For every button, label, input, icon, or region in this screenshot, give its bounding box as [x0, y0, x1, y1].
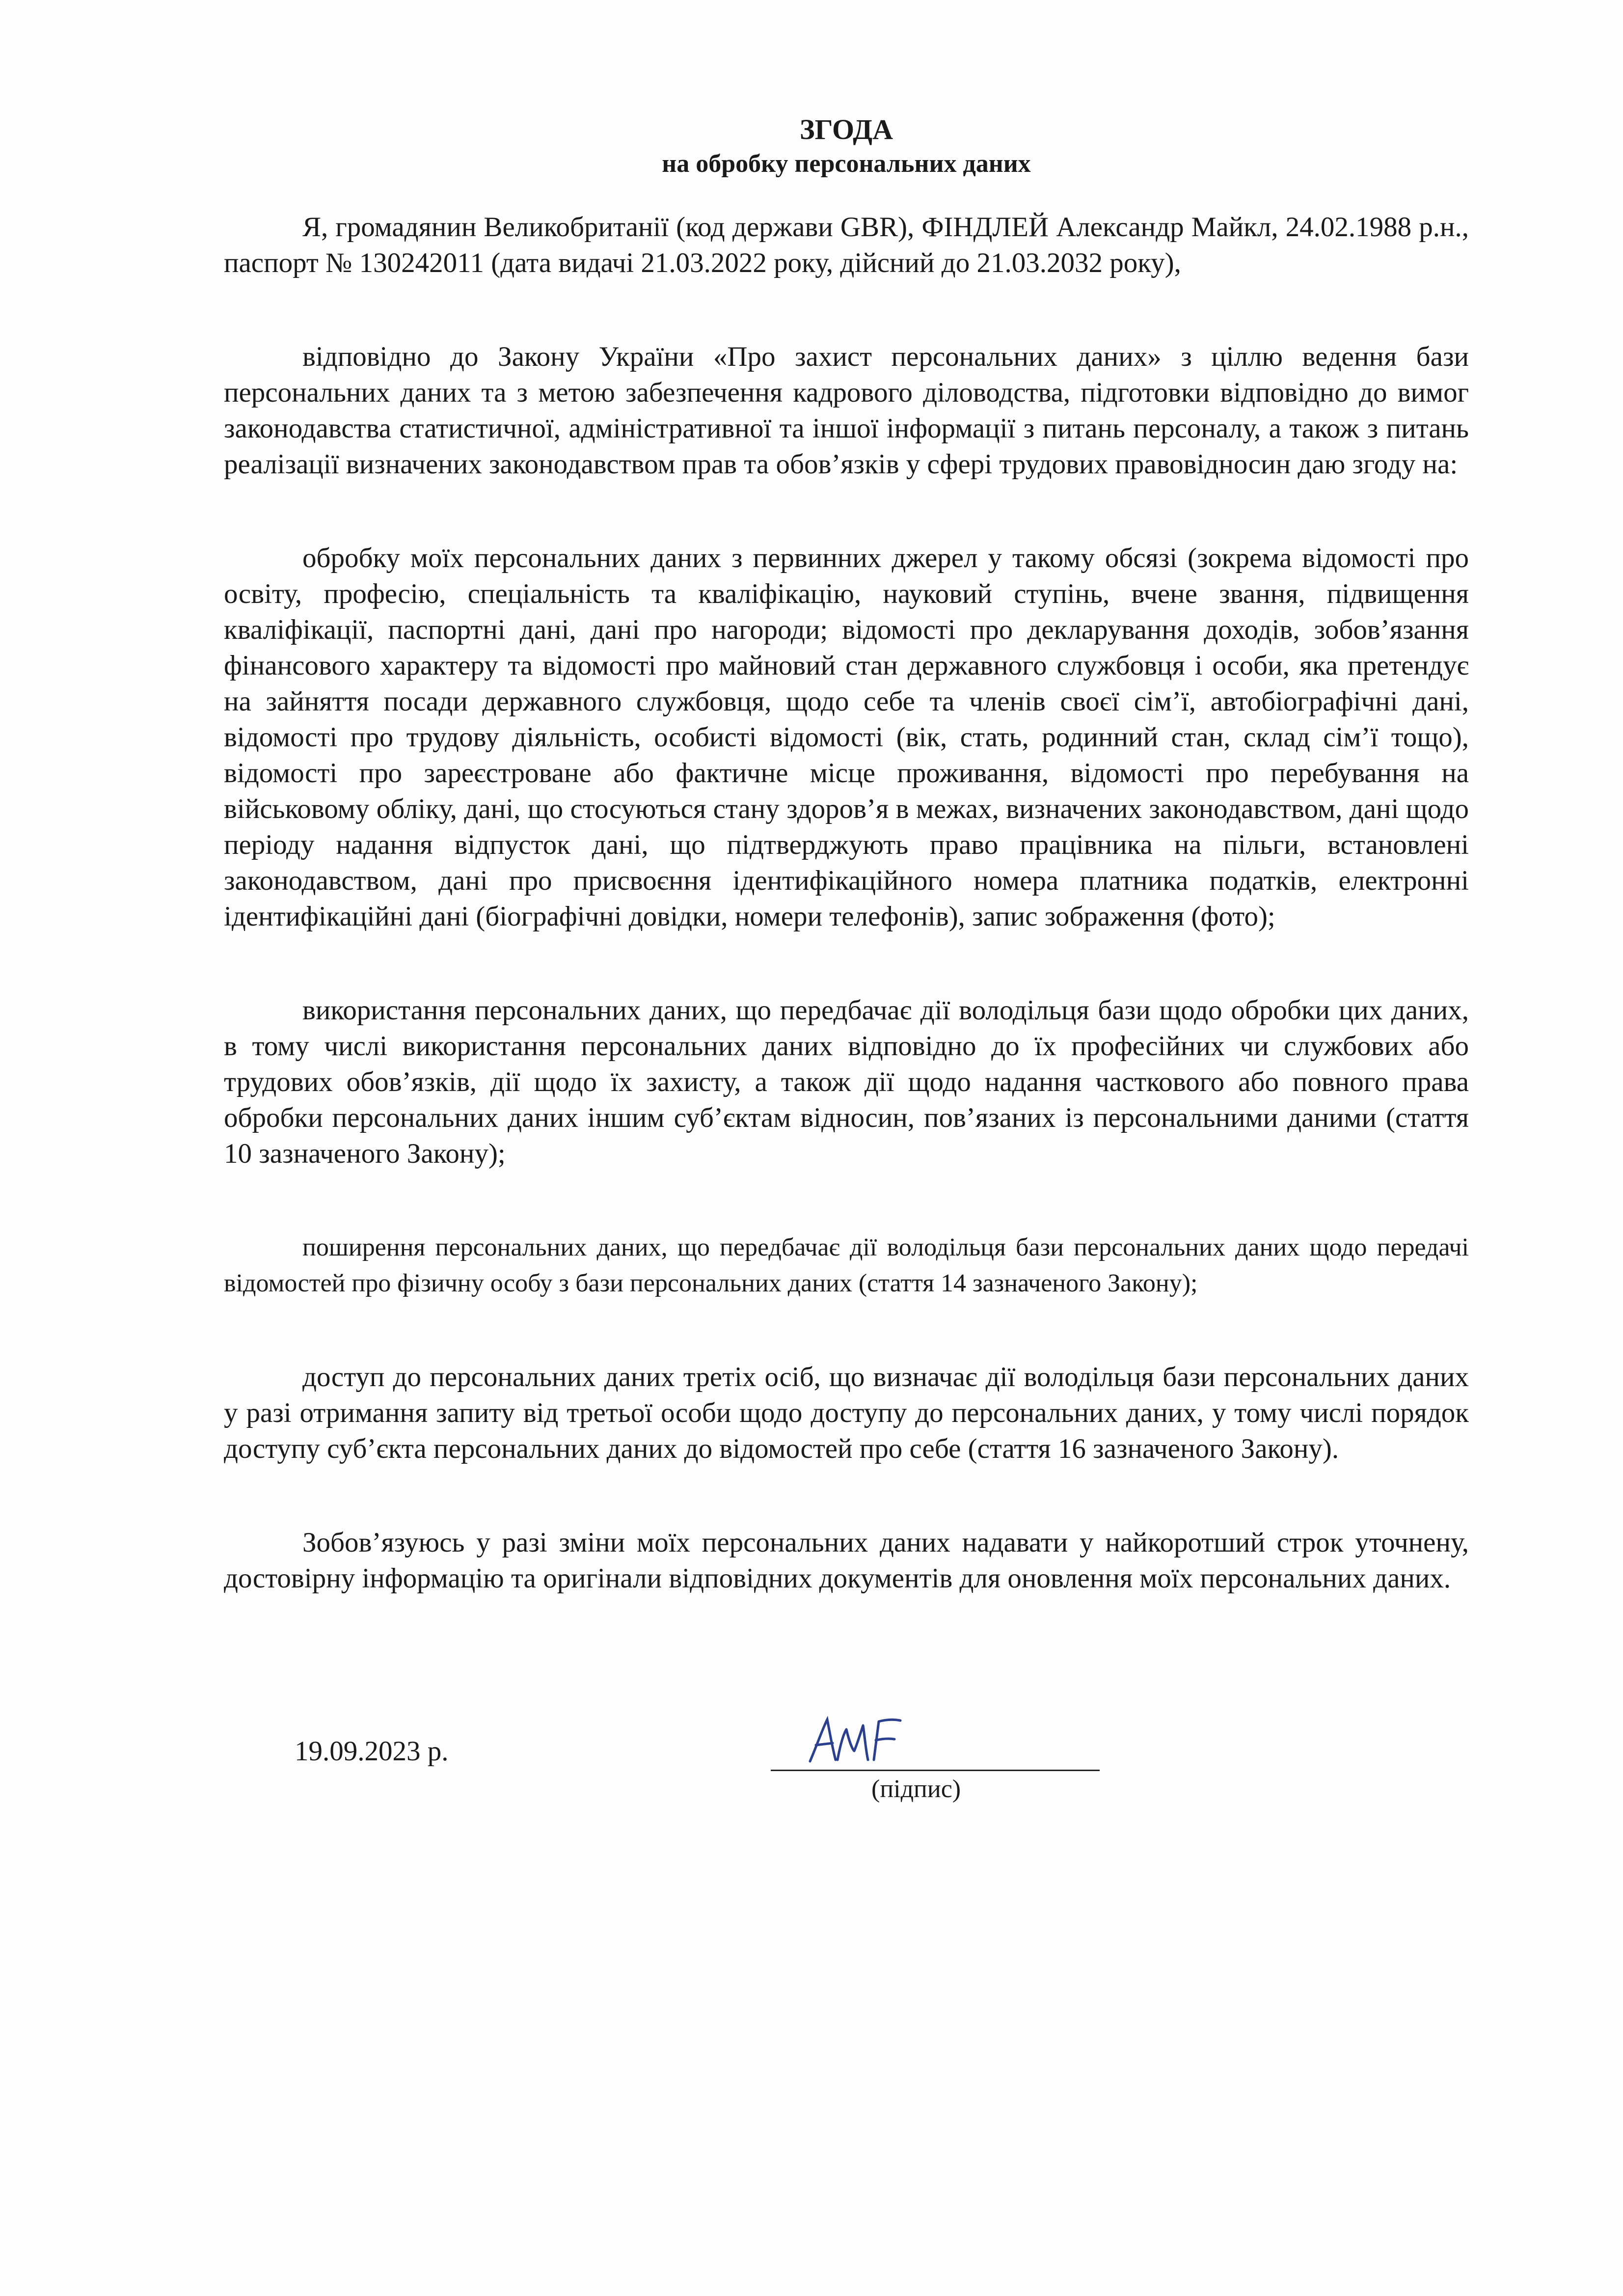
handwritten-signature — [805, 1715, 903, 1769]
paragraph-data-usage: використання персональних даних, що передбачає дії володільця бази щодо обробки цих даних, в тому числі використання персональних даних відповідно до їх професійних чи службових або трудових обов’язків, дії щодо їх захисту, а також дії щодо надання часткового або повного права обробки персональних даних іншим суб’єктам відносин, пов’язаних із персональними даними (стаття 10 зазначеного Закону); — [224, 995, 1469, 1169]
document-title: ЗГОДА — [799, 113, 893, 145]
paragraph-data-distribution: поширення персональних даних, що передбачає дії володільця бази персональних даних щодо передачі відомостей про фізичну особу з бази персональних даних (стаття 14 зазначеного Закону); — [224, 1233, 1469, 1297]
date-signature-block — [295, 1723, 1276, 1822]
document-subtitle: на обробку персональних даних — [662, 150, 1031, 178]
paragraph-processing-scope: обробку моїх персональних даних з первинних джерел у такому обсязі (зокрема відомості про освіту, професію, спеціальність та кваліфікацію, науковий ступінь, вчене звання, підвищення кваліфікації, паспортні дані, дані про нагороди; відомості про декларування доходів, зобов’язання фінансового характеру та відомості про майновий стан державного службовця і особи, яка претендує на зайняття посади державного службовця, щодо себе та членів своєї сім’ї, автобіографічні дані, відомості про трудову діяльність, особисті відомості (вік, стать, родинний стан, склад сім’ї тощо), відомості про зареєстроване або фактичне місце проживання, відомості про перебування на військовому обліку, дані, що стосуються стану здоров’я в межах, визначених законодавством, дані щодо періоду надання відпусток дані, що підтверджують право працівника на пільги, встановлені законодавством, дані про присвоєння ідентифікаційного номера платника податків, електронні ідентифікаційні дані (біографічні довідки, номери телефонів), запис зображення (фото); — [224, 543, 1469, 932]
paragraph-personal-info: Я, громадянин Великобританії (код держави GBR), ФІНДЛЕЙ Александр Майкл, 24.02.1988 р.н., паспорт № 130242011 (дата видачі 21.03.2022 року, дійсний до 21.03.2032 року), — [224, 212, 1469, 278]
paragraph-third-party-access: доступ до персональних даних третіх осіб, що визначає дії володільця бази персональних даних у разі отримання запиту від третьої особи щодо доступу до персональних даних, у тому числі порядок доступу суб’єкта персональних даних до відомостей про себе (стаття 16 зазначеного Закону). — [224, 1362, 1469, 1464]
signature-caption: (підпис) — [871, 1775, 961, 1803]
document-body — [224, 112, 1469, 1631]
signature-line — [771, 1770, 1100, 1771]
document-date: 19.09.2023 р. — [295, 1736, 449, 1767]
paragraph-legal-basis: відповідно до Закону України «Про захист персональних даних» з ціллю ведення бази персональних даних та з метою забезпечення кадрового діловодства, підготовки відповідно до вимог законодавства статистичної, адміністративної та іншої інформації з питань персоналу, а також з питань реалізації визначених законодавством прав та обов’язків у сфері трудових правовідносин даю згоду на: — [224, 341, 1469, 480]
paragraph-obligation: Зобов’язуюсь у разі зміни моїх персональних даних надавати у найкоротший строк уточнену, достовірну інформацію та оригінали відповідних документів для оновлення моїх персональних даних. — [224, 1527, 1469, 1594]
